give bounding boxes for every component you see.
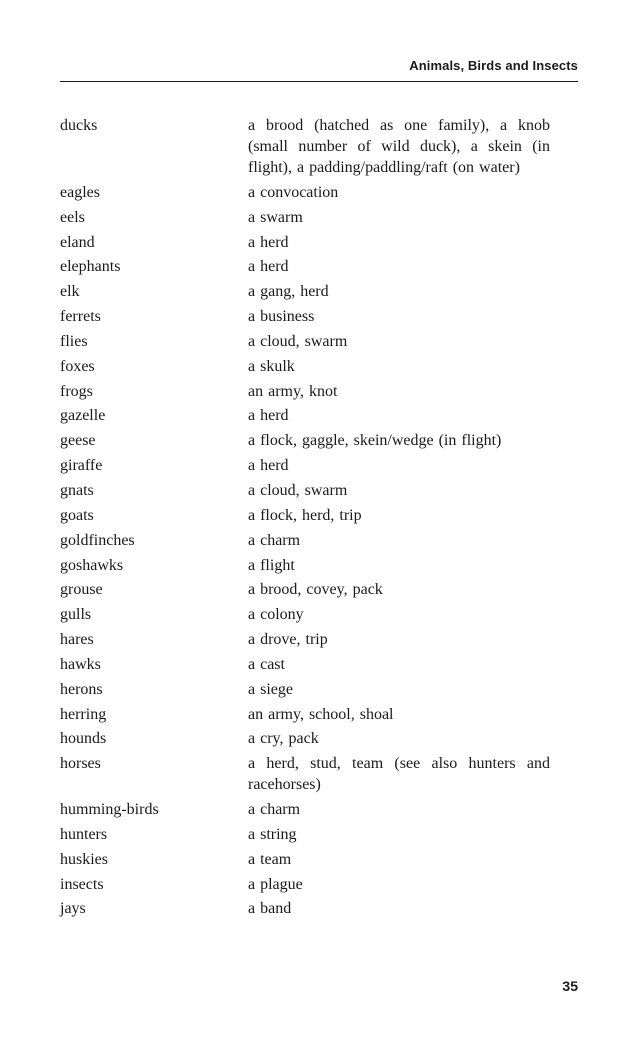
entry-definition: a charm [248, 531, 301, 549]
entry-definition: a herd [248, 233, 289, 251]
entry-term: goats [60, 506, 94, 524]
list-item [60, 753, 560, 795]
list-item [60, 356, 560, 377]
entry-definition: a flock, gaggle, skein/wedge (in flight) [248, 432, 502, 450]
entry-term: insects [60, 875, 104, 893]
entry-term: humming-birds [60, 801, 159, 819]
entry-term: herons [60, 680, 103, 698]
list-item [60, 799, 560, 820]
entry-definition: a swarm [248, 208, 303, 226]
entry-term: elephants [60, 258, 121, 276]
page-number: 35 [562, 978, 578, 994]
list-item [60, 629, 560, 650]
entry-definition: a gang, herd [248, 283, 329, 301]
entry-term: eland [60, 233, 95, 251]
entry-term: frogs [60, 382, 93, 400]
entry-definition: a charm [248, 801, 301, 819]
entry-definition: a skulk [248, 357, 295, 375]
entry-definition: a herd, stud, team (see also hunters and racehorses) [248, 755, 550, 794]
entry-term: horses [60, 755, 101, 773]
list-item [60, 704, 560, 725]
list-item [60, 530, 560, 551]
entry-definition: a string [248, 825, 297, 843]
list-item [60, 555, 560, 576]
entry-definition: a band [248, 900, 292, 918]
list-item [60, 455, 560, 476]
entry-definition: an army, school, shoal [248, 705, 394, 723]
list-item [60, 679, 560, 700]
list-item [60, 728, 560, 749]
entry-definition: a flight [248, 556, 295, 574]
list-item [60, 480, 560, 501]
list-item [60, 874, 560, 895]
list-item [60, 331, 560, 352]
list-item [60, 381, 560, 402]
entry-definition: a business [248, 308, 315, 326]
entry-definition: a brood (hatched as one family), a knob (small number of wild duck), a skein (in flight), a padding/paddling/raft (on water) [248, 117, 550, 176]
entry-term: hounds [60, 730, 107, 748]
entry-term: eagles [60, 183, 100, 201]
entry-term: foxes [60, 357, 95, 375]
list-item [60, 505, 560, 526]
list-item [60, 604, 560, 625]
entry-term: hawks [60, 655, 101, 673]
entry-definition: a cast [248, 655, 285, 673]
collective-nouns-list [60, 115, 560, 923]
entry-definition: a colony [248, 606, 304, 624]
entry-definition: a siege [248, 680, 293, 698]
entry-term: gnats [60, 481, 94, 499]
list-item [60, 579, 560, 600]
entry-term: flies [60, 332, 88, 350]
list-item [60, 232, 560, 253]
list-item [60, 849, 560, 870]
entry-definition: a herd [248, 258, 289, 276]
list-item [60, 281, 560, 302]
entry-definition: a plague [248, 875, 303, 893]
entry-definition: a drove, trip [248, 631, 328, 649]
list-item [60, 654, 560, 675]
entry-term: geese [60, 432, 96, 450]
entry-term: hunters [60, 825, 108, 843]
entry-definition: a herd [248, 407, 289, 425]
entry-definition: a brood, covey, pack [248, 581, 383, 599]
entry-term: ducks [60, 117, 98, 134]
list-item [60, 182, 560, 203]
entry-term: giraffe [60, 457, 103, 475]
running-title: Animals, Birds and Insects [409, 58, 578, 73]
entry-term: huskies [60, 850, 108, 868]
entry-term: grouse [60, 581, 103, 599]
entry-term: hares [60, 631, 94, 649]
entry-definition: a herd [248, 457, 289, 475]
entry-term: goshawks [60, 556, 124, 574]
entry-definition: an army, knot [248, 382, 338, 400]
entry-term: ferrets [60, 308, 101, 326]
entry-term: elk [60, 283, 80, 301]
list-item [60, 405, 560, 426]
entry-term: gulls [60, 606, 92, 624]
list-item [60, 824, 560, 845]
entry-term: jays [60, 900, 86, 918]
entry-term: goldfinches [60, 531, 135, 549]
entry-definition: a flock, herd, trip [248, 506, 362, 524]
list-item [60, 430, 560, 451]
entry-term: eels [60, 208, 85, 226]
list-item [60, 115, 560, 178]
entry-term: gazelle [60, 407, 106, 425]
entry-definition: a cry, pack [248, 730, 319, 748]
header-rule [60, 81, 578, 82]
entry-definition: a team [248, 850, 292, 868]
entry-definition: a cloud, swarm [248, 332, 348, 350]
list-item [60, 256, 560, 277]
list-item [60, 898, 560, 919]
entry-definition: a cloud, swarm [248, 481, 348, 499]
list-item [60, 306, 560, 327]
list-item [60, 207, 560, 228]
entry-definition: a convocation [248, 183, 339, 201]
entry-term: herring [60, 705, 107, 723]
